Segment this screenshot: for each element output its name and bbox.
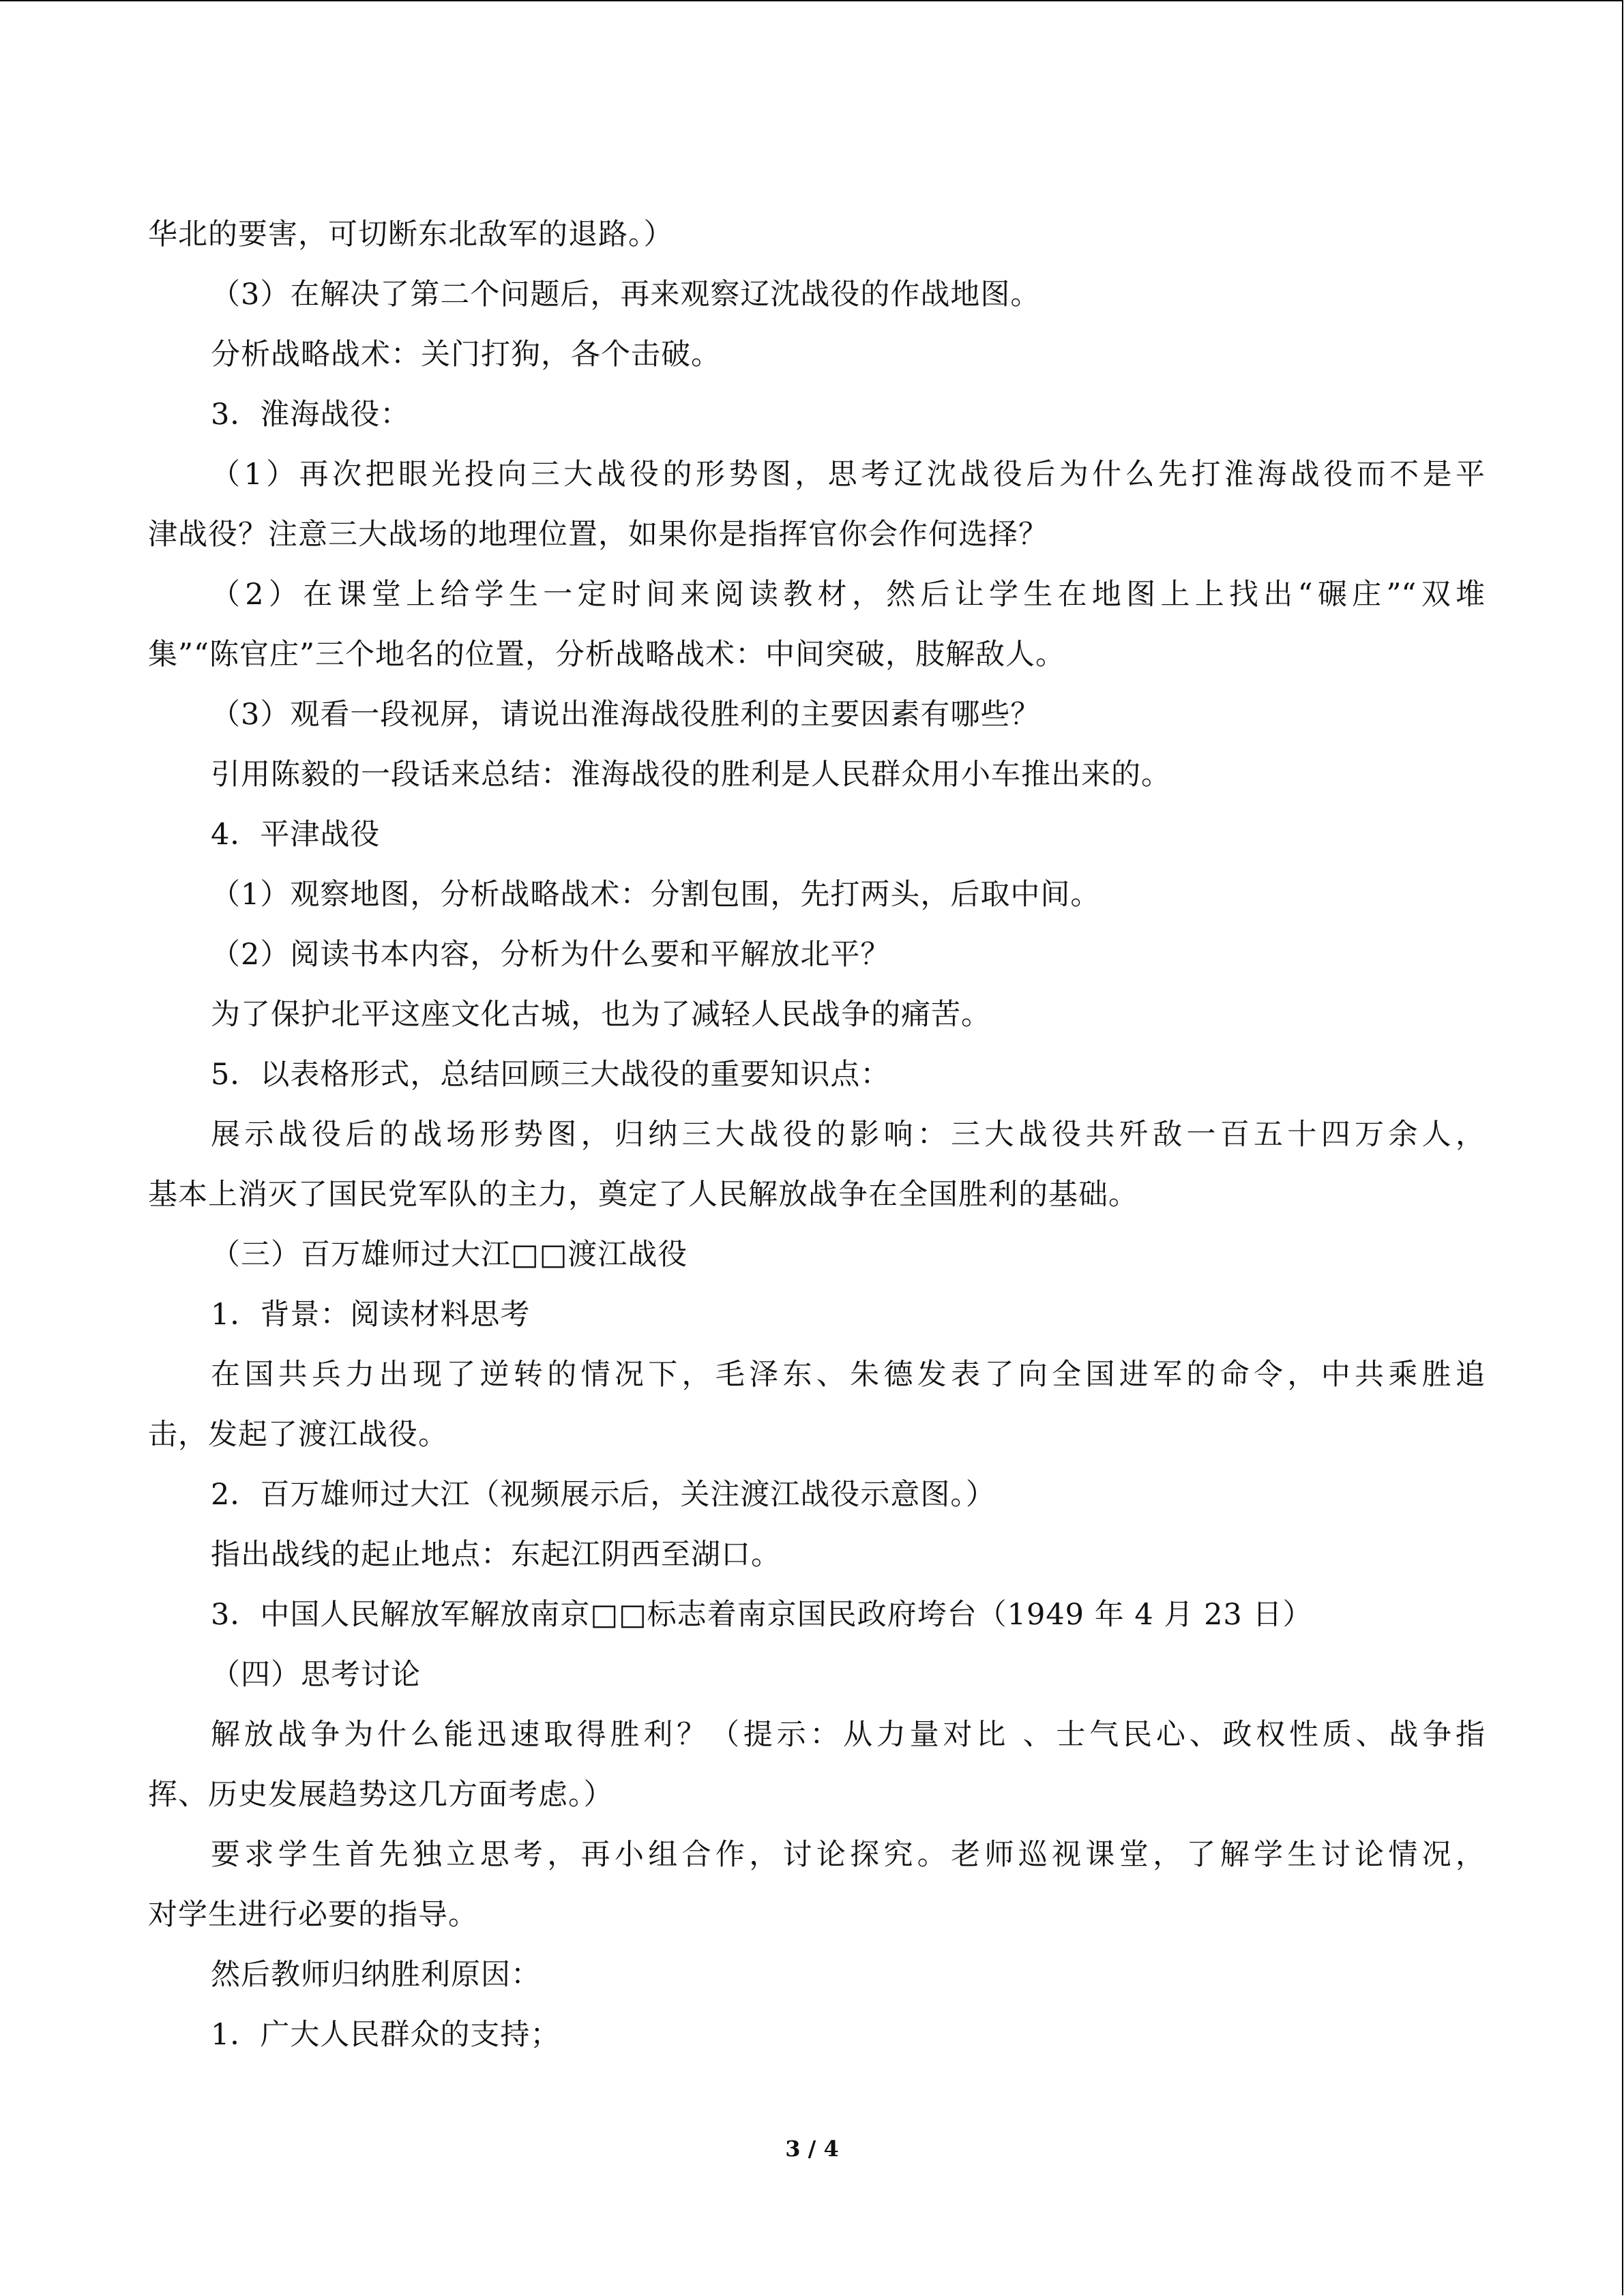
text-line: 集”“陈官庄”三个地名的位置，分析战略战术：中间突破，肢解敌人。 (148, 638, 1065, 672)
text-line: （1）观察地图，分析战略战术：分割包围，先打两头，后取中间。 (211, 878, 1101, 912)
text-line: 挥、历史发展趋势这几方面考虑。） (148, 1778, 614, 1812)
section-heading: （四）思考讨论 (211, 1658, 421, 1692)
text-line: （3）观看一段视屏，请说出淮海战役胜利的主要因素有哪些？ (211, 698, 1041, 732)
text-line: 引用陈毅的一段话来总结：淮海战役的胜利是人民群众用小车推出来的。 (211, 758, 1171, 792)
section-heading: 3．淮海战役： (211, 398, 411, 432)
section-heading: 1．背景：阅读材料思考 (211, 1298, 531, 1332)
text-line: （3）在解决了第二个问题后，再来观察辽沈战役的作战地图。 (211, 278, 1041, 312)
text-line: 要求学生首先独立思考，再小组合作，讨论探究。老师巡视课堂，了解学生讨论情况， (211, 1838, 1485, 1872)
text-line: 对学生进行必要的指导。 (148, 1898, 478, 1932)
text-line: （2）在课堂上给学生一定时间来阅读教材，然后让学生在地图上上找出“碾庄”“双堆 (211, 578, 1485, 612)
text-line: 在国共兵力出现了逆转的情况下，毛泽东、朱德发表了向全国进军的命令，中共乘胜追 (211, 1358, 1485, 1392)
list-item: 1．广大人民群众的支持； (211, 2018, 561, 2052)
page-number: 3 / 4 (785, 2136, 839, 2162)
text-line: （1）再次把眼光投向三大战役的形势图，思考辽沈战役后为什么先打淮海战役而不是平 (211, 458, 1485, 492)
text-line: 指出战线的起止地点：东起江阴西至湖口。 (211, 1538, 781, 1572)
document-body (148, 205, 1485, 2065)
section-heading: 5．以表格形式，总结回顾三大战役的重要知识点： (211, 1058, 891, 1092)
text-line: 华北的要害，可切断东北敌军的退路。） (148, 218, 674, 252)
text-line: 击，发起了渡江战役。 (148, 1418, 448, 1452)
text-line: 基本上消灭了国民党军队的主力，奠定了人民解放战争在全国胜利的基础。 (148, 1178, 1138, 1212)
section-heading: 4．平津战役 (211, 818, 381, 852)
text-line: 分析战略战术：关门打狗，各个击破。 (211, 338, 721, 372)
text-line: 然后教师归纳胜利原因： (211, 1958, 541, 1992)
text-line: 解放战争为什么能迅速取得胜利？（提示：从力量对比 、士气民心、政权性质、战争指 (211, 1718, 1485, 1752)
section-heading: 2．百万雄师过大江（视频展示后，关注渡江战役示意图。） (211, 1478, 996, 1512)
text-line: 津战役？注意三大战场的地理位置，如果你是指挥官你会作何选择？ (148, 518, 1048, 552)
section-heading: （三）百万雄师过大江□□渡江战役 (211, 1238, 688, 1272)
text-line: 为了保护北平这座文化古城，也为了减轻人民战争的痛苦。 (211, 998, 991, 1032)
text-line: 展示战役后的战场形势图，归纳三大战役的影响：三大战役共歼敌一百五十四万余人， (211, 1118, 1485, 1152)
section-heading: 3．中国人民解放军解放南京□□标志着南京国民政府垮台（1949 年 4 月 23 日） (211, 1598, 1313, 1632)
text-line: （2）阅读书本内容，分析为什么要和平解放北平？ (211, 938, 891, 972)
